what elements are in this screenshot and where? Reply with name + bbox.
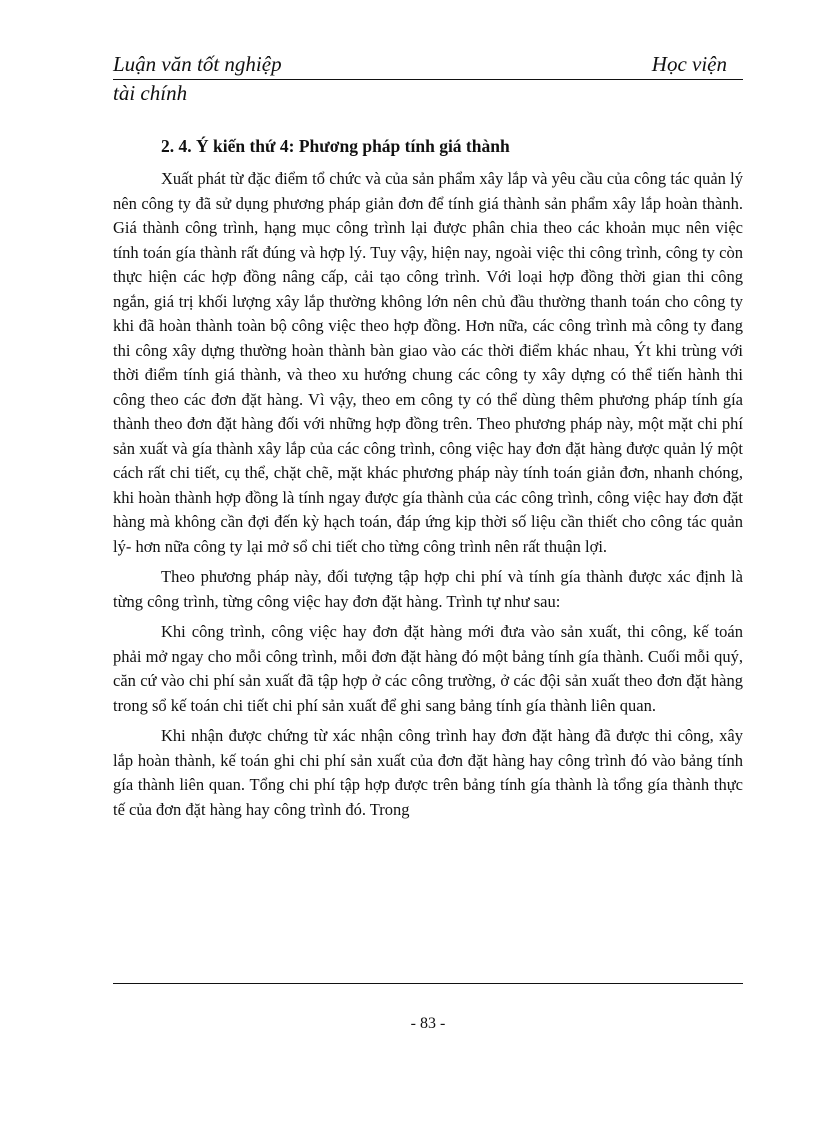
paragraph-1: Xuất phát từ đặc điểm tổ chức và của sản phẩm xây lắp và yêu cầu của công tác quản lý nên công ty đã sử dụng phương pháp giản đơn để tính giá thành sản phẩm xây lắp hoàn thành. Giá thành công trình, hạng mục công trình lại được phân chia theo các khoản mục nên việc tính toán gía thành rất đúng và hợp lý. Tuy vậy, hiện nay, ngoài việc thi công trình, công ty còn thực hiện các hợp đồng nâng cấp, cải tạo công trình. Với loại hợp đồng thời gian thi công ngắn, giá trị khối lượng xây lắp thường không lớn nên chủ đầu thường thanh toán cho công ty khi đã hoàn thành toàn bộ công việc theo hợp đồng. Hơn nữa, các công trình mà công ty đang thi công xây dựng thường hoàn thành bàn giao vào các thời điểm khác nhau, Ýt khi trùng với thời điểm tính giá thành, và theo xu hướng chung các công ty xây dựng có thể tiến hành thi công theo các đơn đặt hàng. Vì vậy, theo em công ty có thể dùng thêm phương pháp tính gía thành theo đơn đặt hàng đối với những hợp đồng trên. Theo phương pháp này, một mặt chi phí sản xuất và gía thành xây lắp của các công trình, công việc hay đơn đặt hàng được quản lý một cách rất chi tiết, cụ thể, chặt chẽ, mặt khác phương pháp này tính toán giản đơn, nhanh chóng, khi hoàn thành hợp đồng là tính ngay được gía thành của các công trình, công việc hay đơn đặt hàng mà không cần đợi đến kỳ hạch toán, đáp ứng kịp thời số liệu cần thiết cho công tác quản lý- hơn nữa công ty lại mở sổ chi tiết cho từng công trình nên rất thuận lợi. bbox=[113, 169, 743, 556]
paragraph-4: Khi nhận được chứng từ xác nhận công trình hay đơn đặt hàng đã được thi công, xây lắp hoàn thành, kế toán ghi chi phí sản xuất của đơn đặt hàng hay công trình đó vào bảng tính gía thành liên quan. Tổng chi phí tập hợp được trên bảng tính gía thành là tổng gía thành thực tế của đơn đặt hàng hay công trình đó. Trong bbox=[113, 726, 743, 819]
section-heading: 2. 4. Ý kiến thứ 4: Phương pháp tính giá thành bbox=[161, 136, 510, 156]
footer-divider bbox=[113, 983, 743, 984]
paragraph-3: Khi công trình, công việc hay đơn đặt hàng mới đưa vào sản xuất, thi công, kế toán phải mở ngay cho mỗi công trình, mỗi đơn đặt hàng đó một bảng tính gía thành. Cuối mỗi quý, căn cứ vào chi phí sản xuất đã tập hợp ở các công trường, ở các đội sản xuất theo đơn đặt hàng trong sổ kế toán chi tiết chi phí sản xuất để ghi sang bảng tính gía thành liên quan. bbox=[113, 622, 743, 715]
paragraph-2: Theo phương pháp này, đối tượng tập hợp chi phí và tính gía thành được xác định là từng công trình, từng công việc hay đơn đặt hàng. Trình tự như sau: bbox=[113, 567, 743, 611]
page-number: - 83 - bbox=[410, 1015, 446, 1032]
header-line bbox=[113, 52, 743, 80]
page-header bbox=[113, 52, 743, 106]
header-title-right: Học viện bbox=[651, 52, 727, 76]
main-content bbox=[113, 134, 743, 828]
header-title-left: Luận văn tốt nghiệp bbox=[113, 52, 282, 76]
header-subtitle: tài chính bbox=[113, 81, 188, 105]
